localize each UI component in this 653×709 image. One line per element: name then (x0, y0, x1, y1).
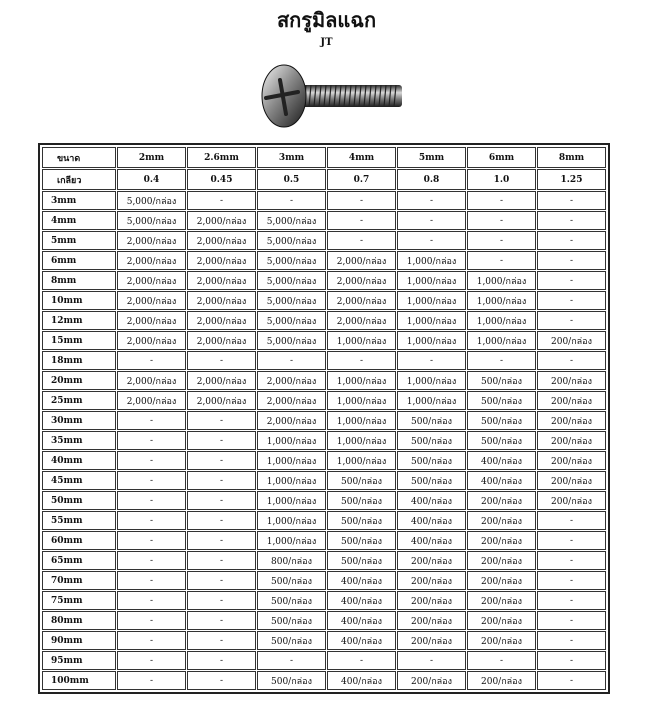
table-cell: - (117, 411, 186, 430)
table-cell: 200/กล่อง (397, 591, 466, 610)
length-label: 95mm (42, 651, 116, 670)
table-cell: 1,000/กล่อง (397, 371, 466, 390)
table-cell: - (327, 211, 396, 230)
table-cell: 200/กล่อง (467, 671, 536, 690)
length-label: 50mm (42, 491, 116, 510)
table-cell: - (397, 231, 466, 250)
table-cell: 200/กล่อง (467, 591, 536, 610)
table-cell: - (117, 351, 186, 370)
table-cell: 200/กล่อง (467, 551, 536, 570)
pitch-header: 0.45 (187, 169, 256, 190)
table-cell: 1,000/กล่อง (397, 331, 466, 350)
table-cell: 2,000/กล่อง (117, 231, 186, 250)
table-row (42, 651, 606, 670)
table-cell: 5,000/กล่อง (257, 231, 326, 250)
table-cell: 2,000/กล่อง (257, 411, 326, 430)
pitch-header-row (42, 169, 606, 190)
table-cell: 400/กล่อง (397, 511, 466, 530)
table-cell: - (187, 411, 256, 430)
length-label: 5mm (42, 231, 116, 250)
table-cell: 200/กล่อง (397, 671, 466, 690)
table-cell: - (187, 571, 256, 590)
table-cell: 1,000/กล่อง (257, 511, 326, 530)
length-label: 55mm (42, 511, 116, 530)
diameter-header: 6mm (467, 147, 536, 168)
table-cell: - (117, 571, 186, 590)
table-cell: 500/กล่อง (327, 511, 396, 530)
table-row (42, 611, 606, 630)
table-cell: - (117, 631, 186, 650)
table-cell: 5,000/กล่อง (257, 271, 326, 290)
length-label: 45mm (42, 471, 116, 490)
table-cell: 200/กล่อง (537, 371, 606, 390)
table-cell: - (537, 311, 606, 330)
table-cell: 400/กล่อง (327, 631, 396, 650)
table-cell: 500/กล่อง (327, 531, 396, 550)
length-label: 65mm (42, 551, 116, 570)
table-cell: 1,000/กล่อง (467, 271, 536, 290)
table-cell: - (187, 551, 256, 570)
table-cell: 2,000/กล่อง (257, 391, 326, 410)
table-cell: - (537, 551, 606, 570)
table-cell: - (187, 191, 256, 210)
table-cell: 1,000/กล่อง (467, 331, 536, 350)
table-row (42, 551, 606, 570)
table-cell: 2,000/กล่อง (187, 251, 256, 270)
table-cell: 400/กล่อง (327, 611, 396, 630)
table-cell: - (187, 591, 256, 610)
table-cell: 2,000/กล่อง (117, 251, 186, 270)
table-cell: - (397, 351, 466, 370)
table-cell: - (537, 651, 606, 670)
table-cell: - (537, 191, 606, 210)
table-cell: - (117, 431, 186, 450)
table-cell: - (537, 531, 606, 550)
length-label: 100mm (42, 671, 116, 690)
table-cell: 5,000/กล่อง (257, 211, 326, 230)
table-cell: 500/กล่อง (397, 431, 466, 450)
table-cell: 200/กล่อง (537, 451, 606, 470)
length-label: 30mm (42, 411, 116, 430)
table-cell: - (187, 671, 256, 690)
table-row (42, 371, 606, 390)
table-cell: 1,000/กล่อง (257, 451, 326, 470)
table-cell: 400/กล่อง (327, 591, 396, 610)
table-cell: 2,000/กล่อง (257, 371, 326, 390)
length-label: 60mm (42, 531, 116, 550)
diameter-header: 2.6mm (187, 147, 256, 168)
table-row (42, 271, 606, 290)
table-cell: 500/กล่อง (467, 411, 536, 430)
table-row (42, 391, 606, 410)
table-cell: 1,000/กล่อง (257, 431, 326, 450)
table-cell: 1,000/กล่อง (327, 331, 396, 350)
table-cell: 2,000/กล่อง (187, 211, 256, 230)
table-cell: - (467, 191, 536, 210)
table-cell: - (397, 211, 466, 230)
table-cell: - (117, 531, 186, 550)
table-cell: - (537, 631, 606, 650)
table-cell: - (257, 191, 326, 210)
table-row (42, 291, 606, 310)
table-cell: - (117, 671, 186, 690)
length-label: 40mm (42, 451, 116, 470)
table-row (42, 311, 606, 330)
table-cell: - (187, 351, 256, 370)
table-cell: - (117, 591, 186, 610)
table-cell: - (187, 451, 256, 470)
table-cell: 1,000/กล่อง (327, 431, 396, 450)
table-cell: - (537, 511, 606, 530)
table-cell: 2,000/กล่อง (187, 231, 256, 250)
table-cell: 2,000/กล่อง (187, 291, 256, 310)
table-cell: - (187, 471, 256, 490)
table-cell: 2,000/กล่อง (117, 331, 186, 350)
table-cell: - (537, 291, 606, 310)
table-cell: 500/กล่อง (257, 611, 326, 630)
table-cell: 1,000/กล่อง (327, 391, 396, 410)
table-cell: 200/กล่อง (537, 331, 606, 350)
table-row (42, 511, 606, 530)
table-cell: 400/กล่อง (467, 451, 536, 470)
screw-size-grid (41, 146, 607, 691)
pitch-header: 0.7 (327, 169, 396, 190)
table-cell: 400/กล่อง (327, 671, 396, 690)
table-cell: 200/กล่อง (537, 411, 606, 430)
table-row (42, 571, 606, 590)
size-header-label: ขนาด (42, 147, 116, 168)
table-cell: 5,000/กล่อง (117, 211, 186, 230)
table-cell: 400/กล่อง (467, 471, 536, 490)
table-cell: - (257, 651, 326, 670)
length-label: 18mm (42, 351, 116, 370)
table-cell: 200/กล่อง (467, 571, 536, 590)
pitch-header: 1.25 (537, 169, 606, 190)
table-cell: 2,000/กล่อง (187, 271, 256, 290)
table-cell: - (117, 451, 186, 470)
length-label: 80mm (42, 611, 116, 630)
length-label: 75mm (42, 591, 116, 610)
table-cell: 400/กล่อง (327, 571, 396, 590)
diameter-header: 8mm (537, 147, 606, 168)
table-cell: 2,000/กล่อง (187, 311, 256, 330)
table-row (42, 331, 606, 350)
table-cell: 200/กล่อง (537, 471, 606, 490)
table-cell: 2,000/กล่อง (327, 291, 396, 310)
diameter-header: 2mm (117, 147, 186, 168)
table-cell: - (117, 491, 186, 510)
table-cell: 2,000/กล่อง (327, 251, 396, 270)
table-cell: 500/กล่อง (467, 391, 536, 410)
table-cell: 500/กล่อง (327, 491, 396, 510)
pitch-header: 0.8 (397, 169, 466, 190)
table-cell: 2,000/กล่อง (117, 291, 186, 310)
length-label: 3mm (42, 191, 116, 210)
table-cell: - (117, 471, 186, 490)
table-cell: - (327, 191, 396, 210)
table-cell: - (117, 611, 186, 630)
table-cell: 2,000/กล่อง (117, 391, 186, 410)
pitch-header: 0.4 (117, 169, 186, 190)
table-cell: 200/กล่อง (467, 511, 536, 530)
table-cell: 1,000/กล่อง (397, 251, 466, 270)
table-cell: - (117, 551, 186, 570)
table-row (42, 451, 606, 470)
table-cell: - (187, 631, 256, 650)
table-cell: 500/กล่อง (257, 571, 326, 590)
table-cell: - (187, 491, 256, 510)
table-cell: 200/กล่อง (397, 571, 466, 590)
table-cell: 500/กล่อง (257, 591, 326, 610)
table-cell: - (117, 651, 186, 670)
table-cell: - (537, 271, 606, 290)
table-cell: - (467, 211, 536, 230)
table-row (42, 671, 606, 690)
diameter-header: 5mm (397, 147, 466, 168)
table-cell: 1,000/กล่อง (397, 291, 466, 310)
table-row (42, 491, 606, 510)
table-cell: 500/กล่อง (397, 471, 466, 490)
table-cell: - (327, 651, 396, 670)
table-cell: - (537, 671, 606, 690)
length-label: 6mm (42, 251, 116, 270)
table-cell: - (327, 231, 396, 250)
table-cell: - (537, 351, 606, 370)
table-cell: 1,000/กล่อง (257, 471, 326, 490)
table-cell: 5,000/กล่อง (117, 191, 186, 210)
table-row (42, 591, 606, 610)
table-row (42, 231, 606, 250)
table-row (42, 191, 606, 210)
table-row (42, 351, 606, 370)
price-table (38, 143, 610, 694)
table-cell: 200/กล่อง (397, 631, 466, 650)
table-cell: - (187, 511, 256, 530)
table-cell: 200/กล่อง (467, 631, 536, 650)
table-cell: 500/กล่อง (397, 411, 466, 430)
table-cell: 500/กล่อง (467, 431, 536, 450)
table-cell: - (537, 591, 606, 610)
table-cell: 1,000/กล่อง (467, 311, 536, 330)
table-cell: - (537, 231, 606, 250)
table-cell: - (117, 511, 186, 530)
table-cell: 1,000/กล่อง (397, 271, 466, 290)
table-cell: - (187, 531, 256, 550)
length-label: 4mm (42, 211, 116, 230)
table-cell: 200/กล่อง (537, 391, 606, 410)
table-cell: 200/กล่อง (467, 611, 536, 630)
table-cell: - (537, 571, 606, 590)
length-label: 12mm (42, 311, 116, 330)
table-cell: 500/กล่อง (397, 451, 466, 470)
pitch-header: 0.5 (257, 169, 326, 190)
table-cell: - (467, 251, 536, 270)
table-cell: 1,000/กล่อง (257, 531, 326, 550)
table-cell: 400/กล่อง (397, 491, 466, 510)
diameter-header-row (42, 147, 606, 168)
table-cell: - (537, 251, 606, 270)
table-row (42, 251, 606, 270)
table-cell: 500/กล่อง (327, 471, 396, 490)
table-cell: 2,000/กล่อง (327, 311, 396, 330)
table-cell: 5,000/กล่อง (257, 251, 326, 270)
length-label: 10mm (42, 291, 116, 310)
table-cell: 1,000/กล่อง (257, 491, 326, 510)
table-cell: - (397, 651, 466, 670)
page-title: สกรูมิลแฉก (276, 8, 377, 32)
table-cell: 200/กล่อง (537, 491, 606, 510)
table-cell: 2,000/กล่อง (117, 271, 186, 290)
table-cell: 200/กล่อง (467, 491, 536, 510)
pitch-header-label: เกลียว (42, 169, 116, 190)
table-cell: 1,000/กล่อง (327, 411, 396, 430)
table-cell: 2,000/กล่อง (187, 331, 256, 350)
length-label: 35mm (42, 431, 116, 450)
table-cell: - (467, 231, 536, 250)
length-label: 15mm (42, 331, 116, 350)
length-label: 25mm (42, 391, 116, 410)
table-cell: 500/กล่อง (467, 371, 536, 390)
table-cell: 1,000/กล่อง (327, 451, 396, 470)
table-cell: - (467, 351, 536, 370)
table-row (42, 411, 606, 430)
diameter-header: 4mm (327, 147, 396, 168)
table-cell: 2,000/กล่อง (187, 391, 256, 410)
length-label: 20mm (42, 371, 116, 390)
table-cell: 5,000/กล่อง (257, 311, 326, 330)
table-cell: 400/กล่อง (397, 531, 466, 550)
phillips-screw-image (258, 62, 408, 130)
length-label: 90mm (42, 631, 116, 650)
table-cell: 5,000/กล่อง (257, 291, 326, 310)
table-cell: 200/กล่อง (467, 531, 536, 550)
table-row (42, 211, 606, 230)
table-row (42, 431, 606, 450)
table-cell: 2,000/กล่อง (327, 271, 396, 290)
table-cell: 1,000/กล่อง (397, 311, 466, 330)
table-cell: 200/กล่อง (397, 551, 466, 570)
table-cell: 1,000/กล่อง (467, 291, 536, 310)
table-cell: 5,000/กล่อง (257, 331, 326, 350)
table-cell: - (257, 351, 326, 370)
table-cell: - (537, 211, 606, 230)
table-cell: 2,000/กล่อง (117, 311, 186, 330)
table-cell: 500/กล่อง (257, 631, 326, 650)
brand-label: JT (320, 37, 333, 48)
table-cell: - (187, 651, 256, 670)
table-cell: - (467, 651, 536, 670)
pitch-header: 1.0 (467, 169, 536, 190)
table-cell: 500/กล่อง (257, 671, 326, 690)
table-cell: 800/กล่อง (257, 551, 326, 570)
table-cell: 200/กล่อง (397, 611, 466, 630)
table-cell: 2,000/กล่อง (187, 371, 256, 390)
table-cell: 2,000/กล่อง (117, 371, 186, 390)
table-cell: - (327, 351, 396, 370)
table-cell: - (187, 431, 256, 450)
length-label: 8mm (42, 271, 116, 290)
table-cell: - (537, 611, 606, 630)
table-row (42, 471, 606, 490)
table-cell: - (187, 611, 256, 630)
table-cell: - (397, 191, 466, 210)
diameter-header: 3mm (257, 147, 326, 168)
table-cell: 500/กล่อง (327, 551, 396, 570)
length-label: 70mm (42, 571, 116, 590)
table-cell: 200/กล่อง (537, 431, 606, 450)
table-row (42, 531, 606, 550)
table-cell: 1,000/กล่อง (327, 371, 396, 390)
table-cell: 1,000/กล่อง (397, 391, 466, 410)
table-row (42, 631, 606, 650)
